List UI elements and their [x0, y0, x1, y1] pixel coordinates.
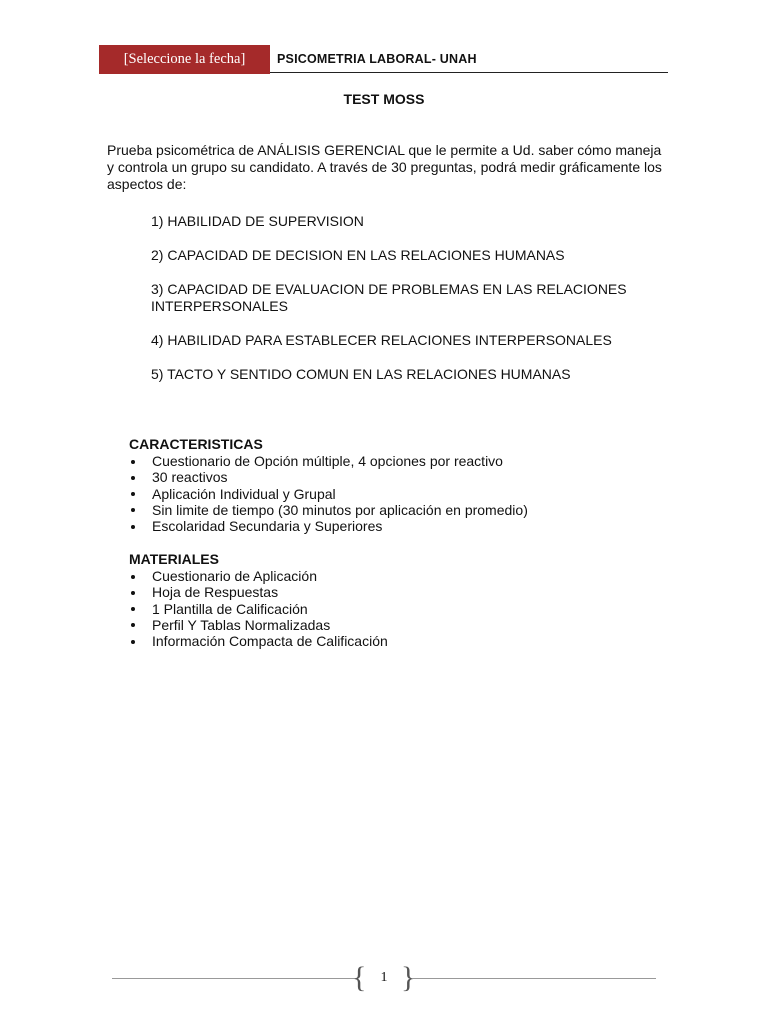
list-item: [129, 502, 649, 518]
list-item: [129, 469, 649, 485]
list-item: [129, 568, 649, 584]
bullet-icon: [131, 591, 135, 595]
document-title: TEST MOSS: [343, 91, 425, 107]
right-brace-icon: }: [401, 961, 416, 994]
bullet-icon: [131, 492, 135, 496]
bullet-icon: [131, 623, 135, 627]
aspect-item: 1) HABILIDAD DE SUPERVISION: [151, 213, 364, 229]
header-divider: [270, 72, 668, 73]
list-item: [129, 584, 649, 600]
list-item: [129, 617, 649, 633]
bullet-icon: [131, 575, 135, 579]
bullet-icon: [131, 525, 135, 529]
left-brace-icon: {: [352, 961, 367, 994]
aspect-item: 2) CAPACIDAD DE DECISION EN LAS RELACIONES HUMANAS: [151, 247, 565, 263]
page-number: 1: [380, 970, 388, 985]
aspect-item: 3) CAPACIDAD DE EVALUACION DE PROBLEMAS EN LAS RELACIONES INTERPERSONALES: [151, 281, 627, 314]
list-item: [129, 453, 649, 469]
header-title: PSICOMETRIA LABORAL- UNAH: [277, 52, 477, 66]
footer-divider-left: [112, 978, 358, 979]
date-placeholder-field[interactable]: [99, 45, 270, 74]
bullet-icon: [131, 607, 135, 611]
aspect-item: 4) HABILIDAD PARA ESTABLECER RELACIONES INTERPERSONALES: [151, 332, 612, 348]
materiales-list: [129, 568, 649, 649]
list-item: [129, 601, 649, 617]
footer-divider-right: [412, 978, 656, 979]
list-item-text: 1 Plantilla de Calificación: [152, 600, 308, 617]
aspect-item: 5) TACTO Y SENTIDO COMUN EN LAS RELACIONES HUMANAS: [151, 366, 571, 382]
list-item-text: Información Compacta de Calificación: [152, 633, 388, 650]
list-item: [129, 633, 649, 649]
intro-paragraph: Prueba psicométrica de ANÁLISIS GERENCIAL que le permite a Ud. saber cómo maneja y controla un grupo su candidato. A través de 30 preguntas, podrá medir gráficamente los aspectos de:: [107, 142, 662, 192]
bullet-icon: [131, 476, 135, 480]
list-item-text: Sin limite de tiempo (30 minutos por aplicación en promedio): [152, 501, 528, 518]
bullet-icon: [131, 460, 135, 464]
list-item: [129, 518, 649, 534]
date-placeholder-text: [Seleccione la fecha]: [123, 51, 246, 67]
list-item-text: Aplicación Individual y Grupal: [152, 485, 336, 502]
list-item-text: Escolaridad Secundaria y Superiores: [152, 518, 383, 535]
list-item: [129, 486, 649, 502]
list-item-text: Perfil Y Tablas Normalizadas: [152, 616, 331, 633]
list-item-text: Hoja de Respuestas: [152, 584, 279, 601]
caracteristicas-list: [129, 453, 649, 534]
list-item-text: Cuestionario de Opción múltiple, 4 opciones por reactivo: [152, 453, 503, 469]
caracteristicas-heading: CARACTERISTICAS: [129, 436, 263, 452]
bullet-icon: [131, 508, 135, 512]
list-item-text: 30 reactivos: [152, 469, 228, 486]
bullet-icon: [131, 640, 135, 644]
materiales-heading: MATERIALES: [129, 551, 219, 567]
aspects-list: [151, 213, 651, 400]
list-item-text: Cuestionario de Aplicación: [152, 568, 317, 584]
